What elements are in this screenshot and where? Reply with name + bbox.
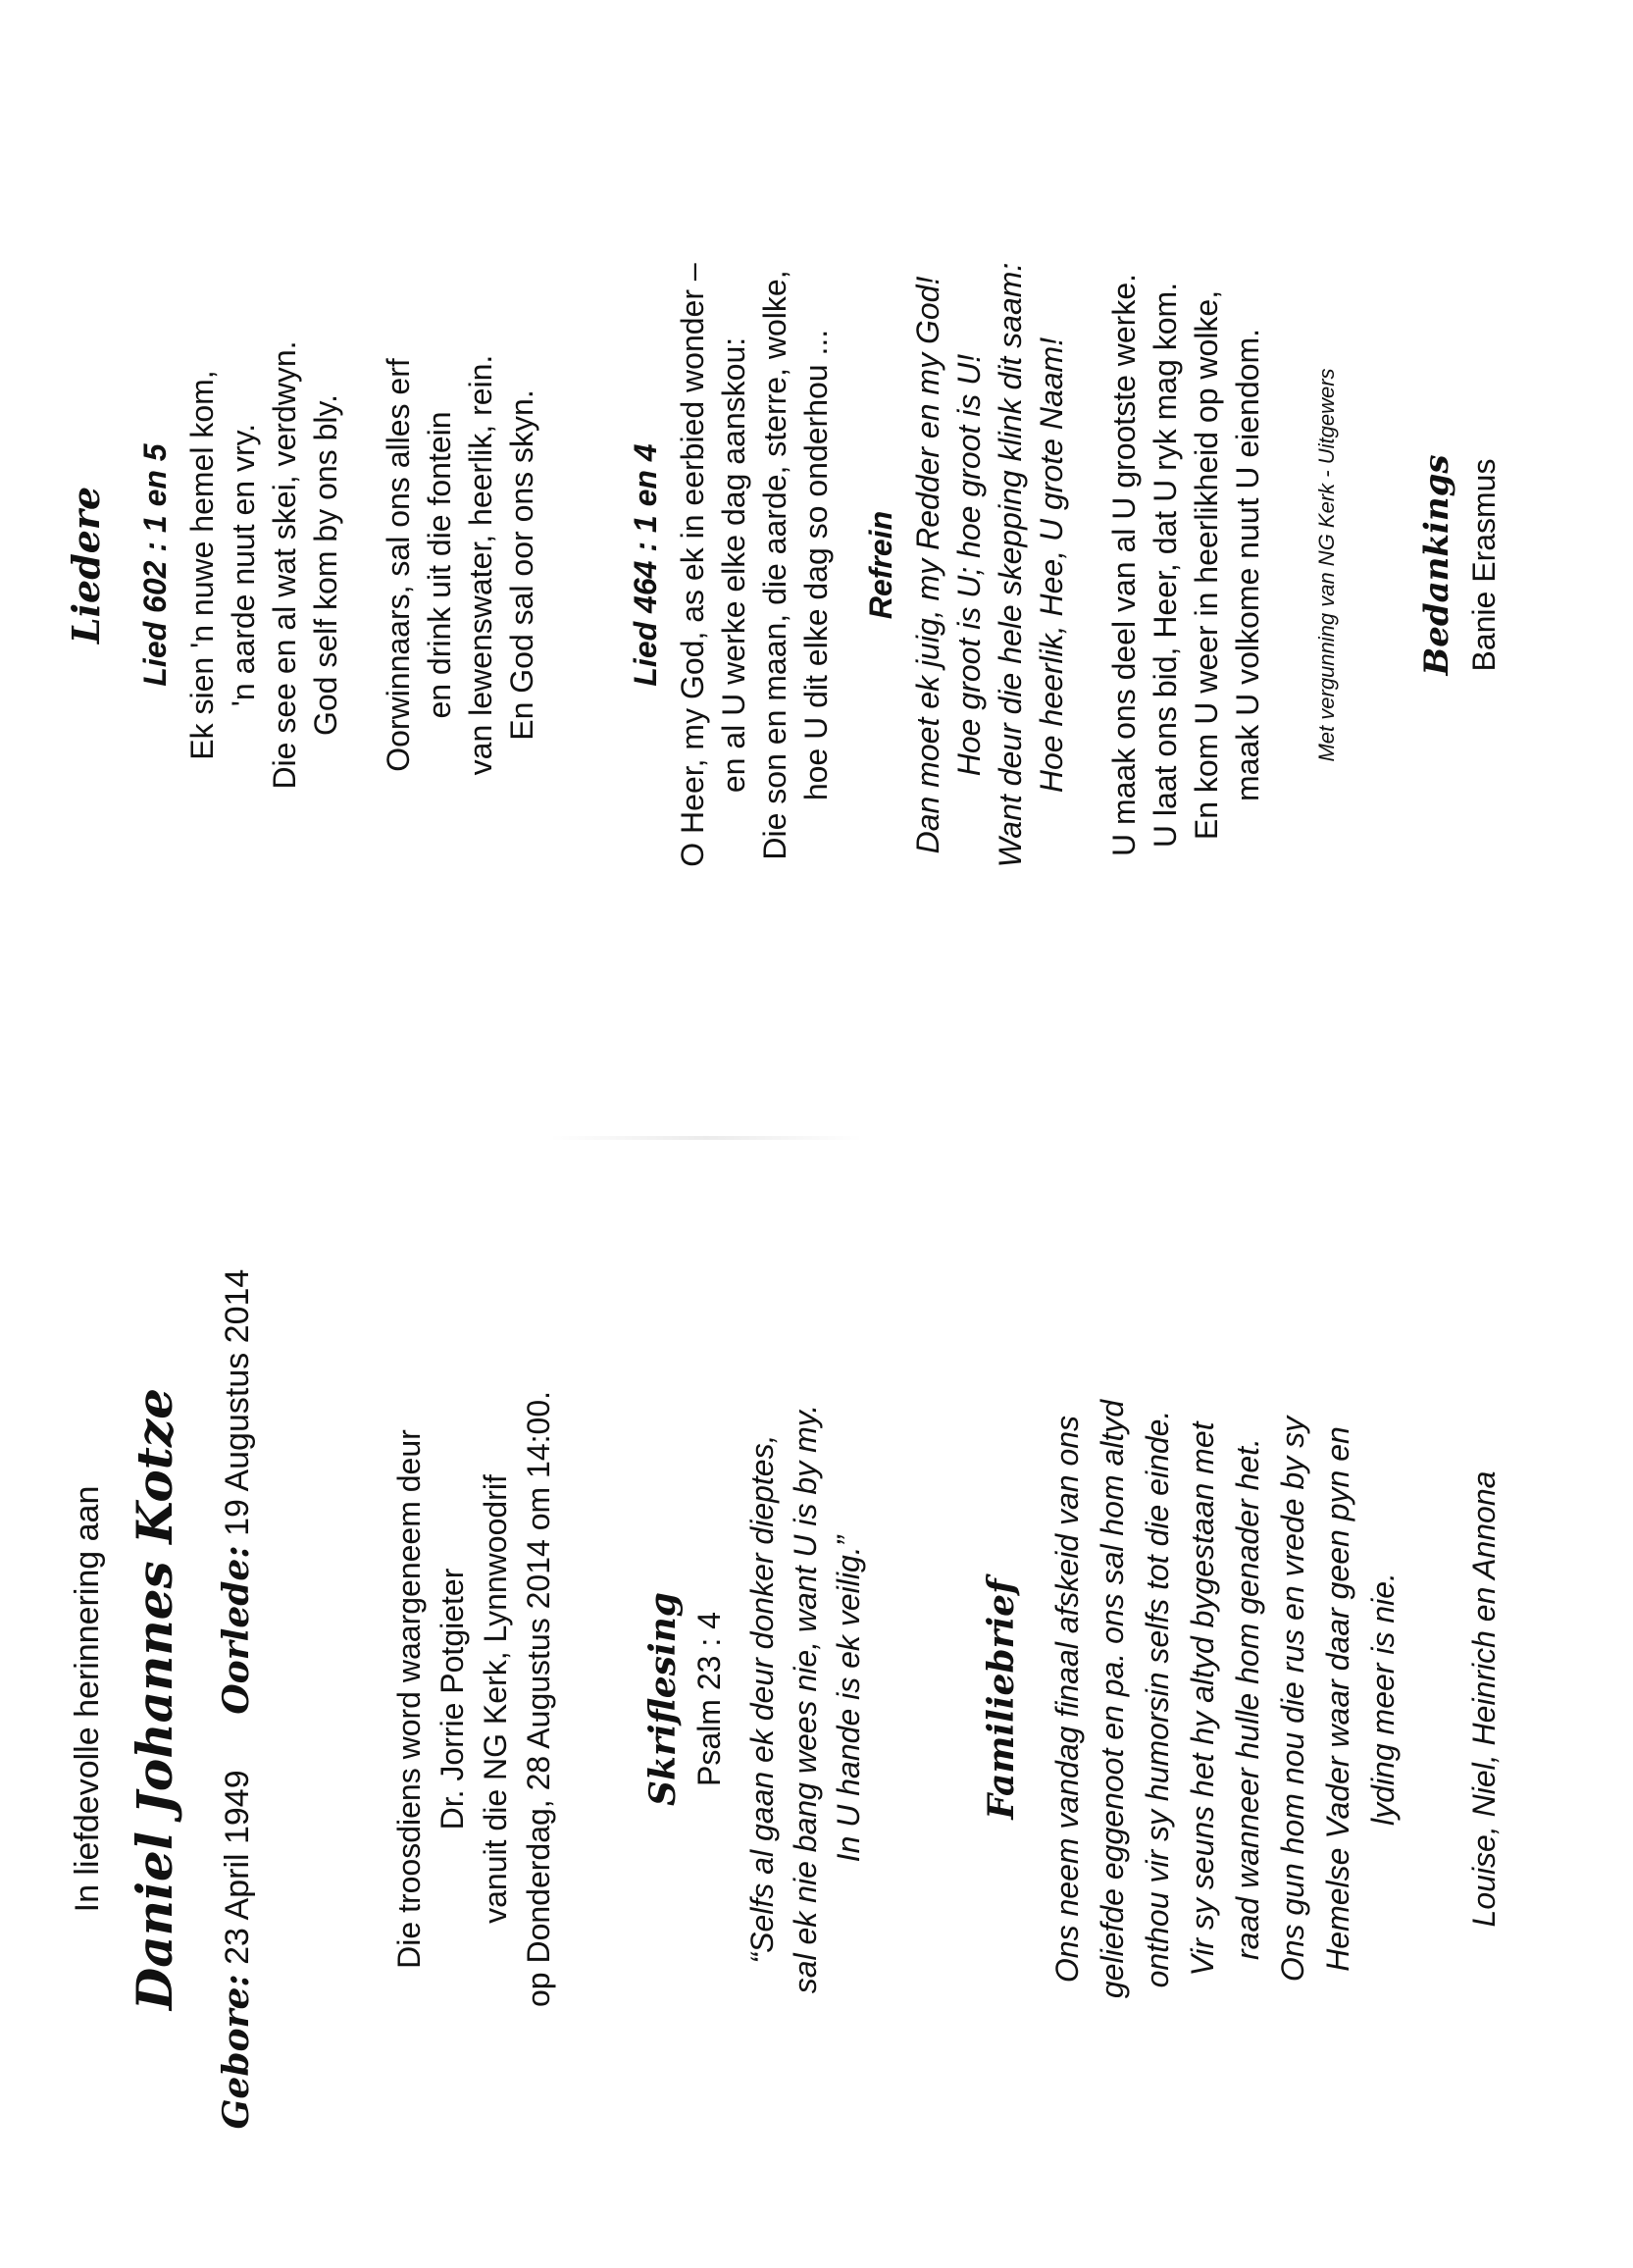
song2-verse1 (672, 0, 837, 1130)
song1-title: Lied 602 : 1 en 5 (137, 443, 173, 687)
intro-text: In liefdevolle herinnering aan (69, 1485, 106, 1913)
service-line: Dr. Jorrie Potgieter (434, 1568, 470, 1830)
family-line: onthou vir sy humorsin selfs tot die einde. (1140, 1410, 1175, 1988)
service-details (387, 1160, 560, 2239)
verse-line: Oorwinnaars, sal ons alles erf (381, 358, 416, 772)
verse-line: O Heer, my God, as ek in eerbied wonder – (675, 263, 710, 867)
reading-line: “Selfs al gaan ek deur donker dieptes, (744, 1434, 780, 1964)
reading-quote (740, 1160, 870, 2239)
reading-heading: Skriflesing (642, 1592, 684, 1806)
verse-line: hoe U dit elke dag so onderhou ... (798, 329, 834, 801)
family-line: Vir sy seuns het hy altyd bygestaan met (1185, 1421, 1220, 1977)
family-line: Ons gun hom nou die rus en vrede by sy (1275, 1416, 1310, 1983)
reading-line: In U hande is ek veilig.” (831, 1535, 866, 1863)
born-label: Gebore: (216, 1974, 257, 2130)
family-line: Ons neem vandag finaal afskeid van ons (1049, 1415, 1085, 1984)
born-date: 23 April 1949 (219, 1770, 256, 1965)
thanks-heading: Bedankings (1417, 454, 1456, 676)
verse-line: En God sal oor ons skyn. (504, 389, 539, 741)
verse-line: Die see en al wat skei, verdwyn. (267, 340, 302, 790)
verse-line: maak U volkome nuut U eiendom. (1230, 329, 1265, 801)
refrain-line: Hoe groot is U; hoe groot is U! (951, 353, 987, 777)
verse-line: U maak ons deel van al U grootste werke. (1106, 273, 1142, 857)
refrain (907, 0, 1072, 1130)
family-line: raad wanneer hulle hom genader het. (1230, 1438, 1265, 1960)
song1-verse1 (181, 0, 346, 1130)
reading-reference: Psalm 23 : 4 (691, 1612, 727, 1786)
thanks-name: Banie Erasmus (1466, 458, 1502, 672)
songs-panel (0, 0, 1633, 1130)
refrain-line: Hoe heerlik, Hee, U grote Naam! (1034, 336, 1069, 794)
verse-line: U laat ons bid, Heer, dat U ryk mag kom. (1148, 282, 1183, 849)
service-line: Die troosdiens word waargeneem deur (391, 1429, 427, 1969)
family-line: Hemelse Vader waar daar geen pyn en (1320, 1426, 1355, 1972)
refrain-line: Dan moet ek juig, my Redder en my God! (910, 276, 945, 854)
died-date: 19 Augustus 2014 (219, 1268, 256, 1536)
family-line: lyding meer is nie. (1365, 1572, 1401, 1826)
page-fold (549, 1136, 863, 1140)
verse-line: 'n aarde nuut en vry. (226, 423, 261, 707)
memorial-panel (0, 1160, 1633, 2239)
verse-line: en drink uit die fontein (422, 411, 457, 719)
verse-line: En kom U weer in heerlikheid op wolke, (1189, 289, 1224, 841)
verse-line: Die son en maan, die aarde, sterre, wolke, (757, 270, 792, 860)
deceased-name: Daniel Johannes Kotze (126, 1387, 183, 2011)
song2-verse4 (1103, 0, 1268, 1130)
reading-line: sal ek nie bang wees nie, want U is by my. (788, 1404, 823, 1994)
refrain-line: Want deur die hele skepping klink dit saam: (993, 262, 1028, 868)
songs-heading: Liedere (64, 486, 108, 644)
family-line: geliefde eggenoot en pa. ons sal hom altyd (1095, 1399, 1130, 1999)
died-label: Oorlede: (216, 1545, 257, 1715)
song2-title: Lied 464 : 1 en 4 (628, 443, 663, 687)
permission-note: Met vergunning van NG Kerk - Uitgewers (1314, 368, 1339, 762)
verse-line: Ek sien 'n nuwe hemel kom, (184, 370, 220, 760)
verse-line: God self kom by ons bly. (308, 394, 343, 736)
song1-verse2 (378, 0, 542, 1130)
service-line: op Donderdag, 28 Augustus 2014 om 14:00. (521, 1390, 556, 2008)
refrain-heading: Refrein (863, 510, 898, 620)
family-signature: Louise, Niel, Heinrich en Annona (1466, 1470, 1502, 1928)
family-letter-heading: Familiebrief (981, 1578, 1022, 1820)
service-line: vanuit die NG Kerk, Lynnwoodrif (478, 1474, 513, 1924)
family-letter (1045, 1277, 1405, 2121)
life-dates (216, 1160, 257, 2239)
verse-line: en al U werke elke dag aanskou: (716, 336, 751, 794)
verse-line: van lewenswater, heerlik, rein. (463, 354, 498, 776)
